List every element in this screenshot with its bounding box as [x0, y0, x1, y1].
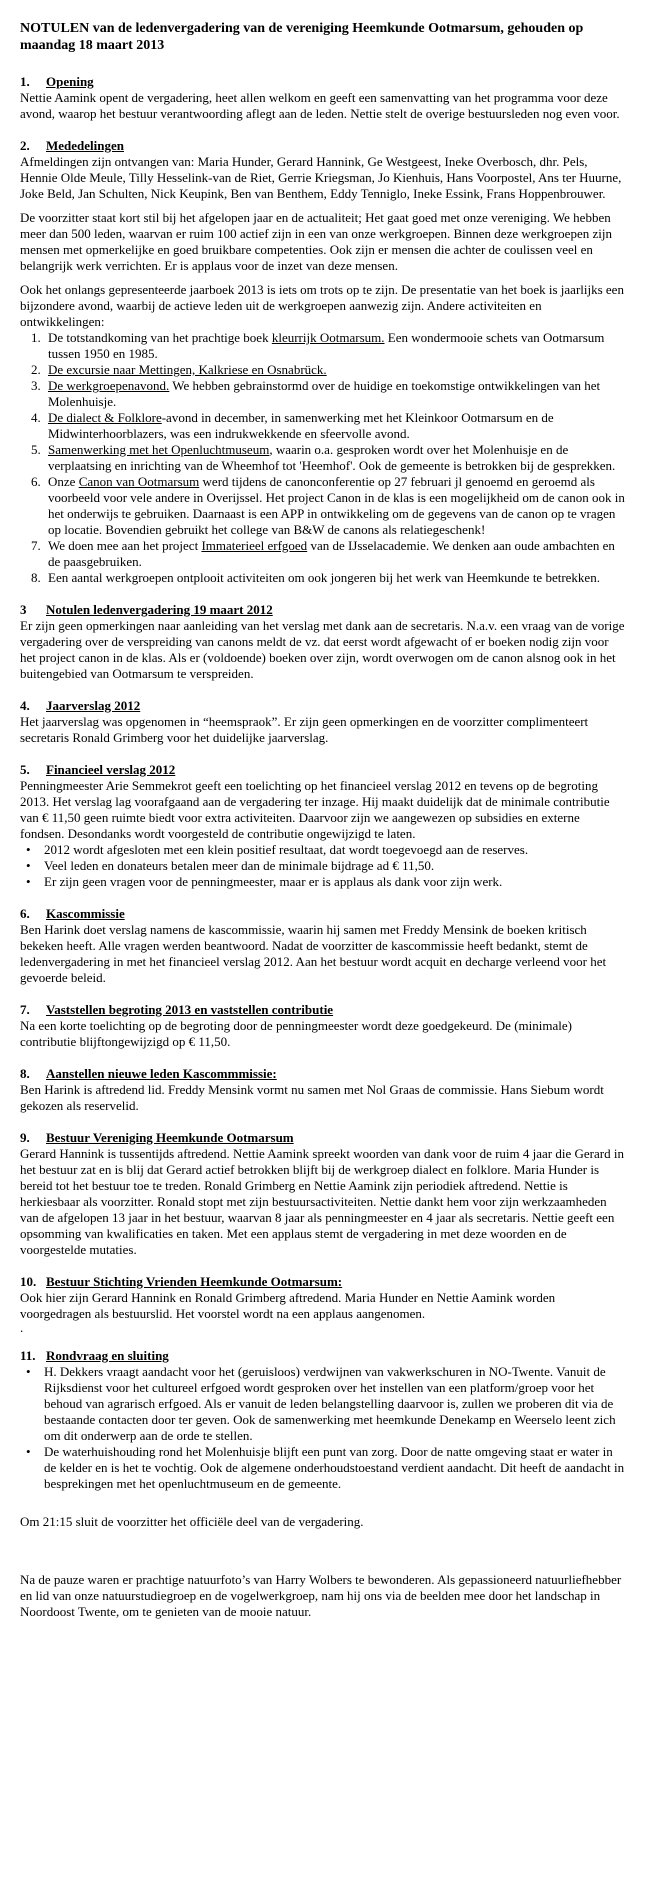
section-body — [20, 714, 625, 746]
paragraph: De voorzitter staat kort stil bij het afgelopen jaar en de actualiteit; Het gaat goed met onze vereniging. We hebben meer dan 500 leden, waarvan er ruim 100 actief zijn in een van onze werkgroepen. Binnen deze werkgroepen zijn mensen met opmerkelijke en goed bruikbare competenties. Ook zijn er mensen die achter de coulissen veel en belangrijk werk verrichten. Er is applaus voor de inzet van deze mensen. — [20, 210, 612, 273]
section-2 — [20, 138, 625, 586]
section-heading-text: Mededelingen — [46, 138, 124, 153]
closing-line: Om 21:15 sluit de voorzitter het officiële deel van de vergadering. — [20, 1514, 364, 1529]
section-heading-text: Rondvraag en sluiting — [46, 1348, 169, 1363]
bullet-icon: • — [26, 1444, 31, 1459]
section-1 — [20, 74, 625, 122]
paragraph: Ook hier zijn Gerard Hannink en Ronald Grimberg aftredend. Maria Hunder en Nettie Aamink worden voorgedragen als bestuurslid. Het voorstel wordt na een applaus aangenomen. — [20, 1290, 556, 1321]
section-heading-text: Aanstellen nieuwe leden Kascommmissie: — [46, 1066, 277, 1081]
underlined-term: De excursie naar Mettingen, Kalkriese en Osnabrück. — [48, 362, 327, 377]
paragraph: Ben Harink doet verslag namens de kascommissie, waarin hij samen met Freddy Mensink de boeken kritisch bekeken heeft. Alle vragen werden beantwoord. Nadat de voorzitter de kascommissie heeft bedankt, stemt de ledenvergadering in met het financieel verslag 2012. Aan het bestuur wordt acquit en decharge verleend voor het gevoerde beleid. — [20, 922, 607, 985]
underlined-term: Samenwerking met het Openluchtmuseum — [48, 442, 270, 457]
bullet-text: Veel leden en donateurs betalen meer dan de minimale bijdrage ad € 11,50. — [44, 858, 435, 873]
section-heading — [20, 762, 625, 778]
list-item — [44, 570, 625, 586]
paragraph: Penningmeester Arie Semmekrot geeft een toelichting op het financieel verslag 2012 en tevens op de begroting 2013. Het verslag lag voorafgaand aan de vergadering ter inzage. Hij maakt duidelijk dat de minimale contributie van € 11,50 geen ruimte biedt voor extra activiteiten. Daarvoor zijn we aangewezen op subsidies en externe fondsen. Desondanks wordt voorgesteld de contributie ongewijzigd te laten. — [20, 778, 610, 841]
paragraph: Nettie Aamink opent de vergadering, heet allen welkom en geeft een samenvatting van het programma voor deze avond, waarop het bestuur verantwoording aflegt aan de leden. Nettie stelt de overige bestuursleden nog even voor. — [20, 90, 620, 121]
bullet-item — [26, 1444, 625, 1492]
section-body — [20, 154, 625, 586]
section-heading — [20, 1130, 625, 1146]
section-6 — [20, 906, 625, 986]
section-heading-text: Financieel verslag 2012 — [46, 762, 176, 777]
section-heading-text: Kascommissie — [46, 906, 125, 921]
section-heading — [20, 138, 625, 154]
section-body — [20, 90, 625, 122]
list-item-text: Een wondermooie schets van Ootmarsum tussen 1950 en 1985. — [48, 330, 605, 361]
section-heading — [20, 602, 625, 618]
section-5 — [20, 762, 625, 890]
bullet-list — [20, 842, 625, 890]
paragraph: Er zijn geen opmerkingen naar aanleiding van het verslag met dank aan de secretaris. N.a.v. een vraag van de vorige vergadering over de verspreiding van canons meldt de vz. dat eerst wordt afgewacht of er boeken nodig zijn voor het project canon in de klas. Als er (voldoende) boeken over zijn, wordt overwogen om de canon alsnog ook in het buitengebied van Ootmarsum te verspreiden. — [20, 618, 625, 681]
section-heading-text: Bestuur Vereniging Heemkunde Ootmarsum — [46, 1130, 294, 1145]
section-body — [20, 1018, 625, 1050]
list-item-text: We doen mee aan het project — [48, 538, 202, 553]
section-number: 3 — [20, 602, 27, 617]
section-heading — [20, 1002, 625, 1018]
bullet-icon: • — [26, 1364, 31, 1379]
paragraph: Na een korte toelichting op de begroting door de penningmeester wordt deze goedgekeurd. De (minimale) contributie blijftongewijzigd op € 11,50. — [20, 1018, 572, 1049]
section-9 — [20, 1130, 625, 1258]
section-body — [20, 1082, 625, 1114]
section-body — [20, 1364, 625, 1492]
list-item — [44, 378, 625, 410]
section-body — [20, 1290, 625, 1322]
list-item — [44, 538, 625, 570]
list-item-text: van de IJsselacademie. We denken aan oude ambachten en de paasgebruiken. — [48, 538, 615, 569]
section-heading-text: Jaarverslag 2012 — [46, 698, 141, 713]
list-item-text: -avond in december, in samenwerking met het Kleinkoor Ootmarsum en de Midwinterhoorblazers, was een indrukwekkende en sfeervolle avond. — [48, 410, 554, 441]
list-item — [44, 362, 625, 378]
section-number: 9. — [20, 1130, 30, 1145]
underlined-term: kleurrijk Ootmarsum. — [271, 330, 385, 345]
underlined-term: Canon van Ootmarsum — [78, 474, 200, 489]
list-item-text: Een aantal werkgroepen ontplooit activiteiten om ook jongeren bij het werk van Heemkunde te betrekken. — [48, 570, 600, 585]
list-item-text: Onze — [48, 474, 79, 489]
bullet-text: H. Dekkers vraagt aandacht voor het (geruisloos) verdwijnen van vakwerkschuren in NO-Twente. Vanuit de Rijksdienst voor het cultureel erfgoed wordt gesproken over het instellen van een platform/groep voor het behoud van agrarisch erfgoed. Als er vanuit de leden belangstelling daarvoor is, zullen we proberen dit via de bestaande contacten door ter geven. Ook de samenwerking met heemkunde Denekamp en Weerselo leent zich om dit onderwerp aan de orde te stellen. — [44, 1364, 616, 1443]
list-item-text: werd tijdens de canonconferentie op 27 februari jl genoemd en geroemd als voorbeeld voor vele andere in Overijssel. Het project Canon in de klas is een mogelijkheid om de canon ook in het onderwijs te gebruiken. Daarnaast is een APP in ontwikkeling om de gegevens van de canon op te vragen op locatie. Bovendien gebruikt het college van B&W de canons als relatiegeschenk! — [48, 474, 625, 537]
section-3 — [20, 602, 625, 682]
list-item-text: , waarin o.a. gesproken wordt over het Molenhuisje en de verplaatsing en inrichting van de Wheemhof tot 'Heemhof'. Ook de gemeente is betrokken bij de gesprekken. — [48, 442, 616, 473]
section-number: 2. — [20, 138, 30, 153]
paragraph: Gerard Hannink is tussentijds aftredend. Nettie Aamink spreekt woorden van dank voor de ruim 4 jaar die Gerard in het bestuur zat en is blij dat Gerard actief betrokken blijft bij de werkgroep dialect en folklore. Maria Hunder is bereid tot het bestuur toe te treden. Ronald Grimberg en Nettie Aamink zijn periodiek aftredend. Nettie is herkiesbaar als voorzitter. Ronald stopt met zijn bestuursactiviteiten. Nettie dankt hem voor zijn werkzaamheden van de afgelopen 13 jaar in het bestuur, waarvan 8 jaar als penningmeester en 4 jaar als secretaris. Nettie geeft een opsomming van kwalificaties en taken. Met een applaus stemt de vergadering in met deze woorden en de voorgestelde mutaties. — [20, 1146, 624, 1257]
paragraph: Afmeldingen zijn ontvangen van: Maria Hunder, Gerard Hannink, Ge Westgeest, Ineke Overbosch, dhr. Pels, Hennie Olde Meule, Tilly Hesselink-van de Riet, Gerrie Kriegsman, Jo Kienhuis, Hans Voorpostel, Ans ter Huurne, Joke Beld, Jan Schulten, Nick Keupink, Ben van Benthem, Eddy Tenniglo, Ineke Essink, Frans Hoppenbrouwer. — [20, 154, 622, 201]
section-heading — [20, 698, 625, 714]
paragraph: Ook het onlangs gepresenteerde jaarboek 2013 is iets om trots op te zijn. De presentatie van het boek is jaarlijks een bijzondere avond, waarbij de actieve leden uit de werkgroepen aanwezig zijn. Andere activiteiten en ontwikkelingen: — [20, 282, 624, 329]
section-heading — [20, 1274, 625, 1290]
section-number: 11. — [20, 1348, 36, 1363]
bullet-list — [20, 1364, 625, 1492]
list-item-text: De totstandkoming van het prachtige boek — [48, 330, 272, 345]
list-item — [44, 474, 625, 538]
bullet-item — [26, 842, 625, 858]
section-body — [20, 922, 625, 986]
section-10 — [20, 1274, 625, 1335]
section-11 — [20, 1348, 625, 1492]
section-number: 7. — [20, 1002, 30, 1017]
section-heading — [20, 1348, 625, 1364]
section-heading-text: Bestuur Stichting Vrienden Heemkunde Ootmarsum: — [46, 1274, 343, 1289]
document — [20, 20, 625, 1620]
list-item — [44, 330, 625, 362]
after-break-paragraph: Na de pauze waren er prachtige natuurfoto’s van Harry Wolbers te bewonderen. Als gepassioneerd natuurliefhebber en lid van onze natuurstudiegroep en de vogelwerkgroep, nam hij ons via de beelden mee door het landschap in Noordoost Twente, om te genieten van de mooie natuur. — [20, 1572, 622, 1619]
list-item — [44, 410, 625, 442]
bullet-icon: • — [26, 858, 31, 873]
section-8 — [20, 1066, 625, 1114]
list-item — [44, 442, 625, 474]
underlined-term: De dialect & Folklore — [48, 410, 162, 425]
section-heading-text: Notulen ledenvergadering 19 maart 2012 — [46, 602, 273, 617]
section-body — [20, 778, 625, 890]
section-heading — [20, 906, 625, 922]
section-number: 6. — [20, 906, 30, 921]
paragraph: Ben Harink is aftredend lid. Freddy Mensink vormt nu samen met Nol Graas de commissie. Hans Siebum wordt gekozen als reservelid. — [20, 1082, 604, 1113]
bullet-item — [26, 858, 625, 874]
section-4 — [20, 698, 625, 746]
section-heading-text: Vaststellen begroting 2013 en vaststellen contributie — [46, 1002, 334, 1017]
bullet-item — [26, 1364, 625, 1444]
list-item-text: We hebben gebrainstormd over de huidige en toekomstige ontwikkelingen van het Molenhuisje. — [48, 378, 601, 409]
bullet-text: 2012 wordt afgesloten met een klein positief resultaat, dat wordt toegevoegd aan de reserves. — [44, 842, 529, 857]
paragraph: Het jaarverslag was opgenomen in “heemspraok”. Er zijn geen opmerkingen en de voorzitter complimenteert secretaris Ronald Grimberg voor het duidelijke jaarverslag. — [20, 714, 589, 745]
bullet-text: Er zijn geen vragen voor de penningmeester, maar er is applaus als dank voor zijn werk. — [44, 874, 503, 889]
bullet-item — [26, 874, 625, 890]
bullet-icon: • — [26, 842, 31, 857]
section-number: 5. — [20, 762, 30, 777]
underlined-term: De werkgroepenavond. — [48, 378, 170, 393]
sections-container — [20, 74, 625, 1492]
section-7 — [20, 1002, 625, 1050]
document-title: NOTULEN van de ledenvergadering van de vereniging Heemkunde Ootmarsum, gehouden op maandag 18 maart 2013 — [20, 21, 584, 53]
section-heading-text: Opening — [46, 74, 94, 89]
section-number: 4. — [20, 698, 30, 713]
section-heading — [20, 1066, 625, 1082]
bullet-icon: • — [26, 874, 31, 889]
activities-list — [20, 330, 625, 586]
section-body — [20, 618, 625, 682]
section-number: 10. — [20, 1274, 37, 1289]
underlined-term: Immaterieel erfgoed — [201, 538, 308, 553]
bullet-text: De waterhuishouding rond het Molenhuisje blijft een punt van zorg. Door de natte omgeving staat er water in de kelder en is het te vochtig. Ook de algemene onderhoudstoestand verdient aandacht. Dit heeft de aandacht in besprekingen met het openluchtmuseum en de gemeente. — [44, 1444, 625, 1491]
section-number: 8. — [20, 1066, 30, 1081]
section-number: 1. — [20, 74, 30, 89]
separator-dot: . — [20, 1320, 24, 1335]
section-body — [20, 1146, 625, 1258]
section-heading — [20, 74, 625, 90]
